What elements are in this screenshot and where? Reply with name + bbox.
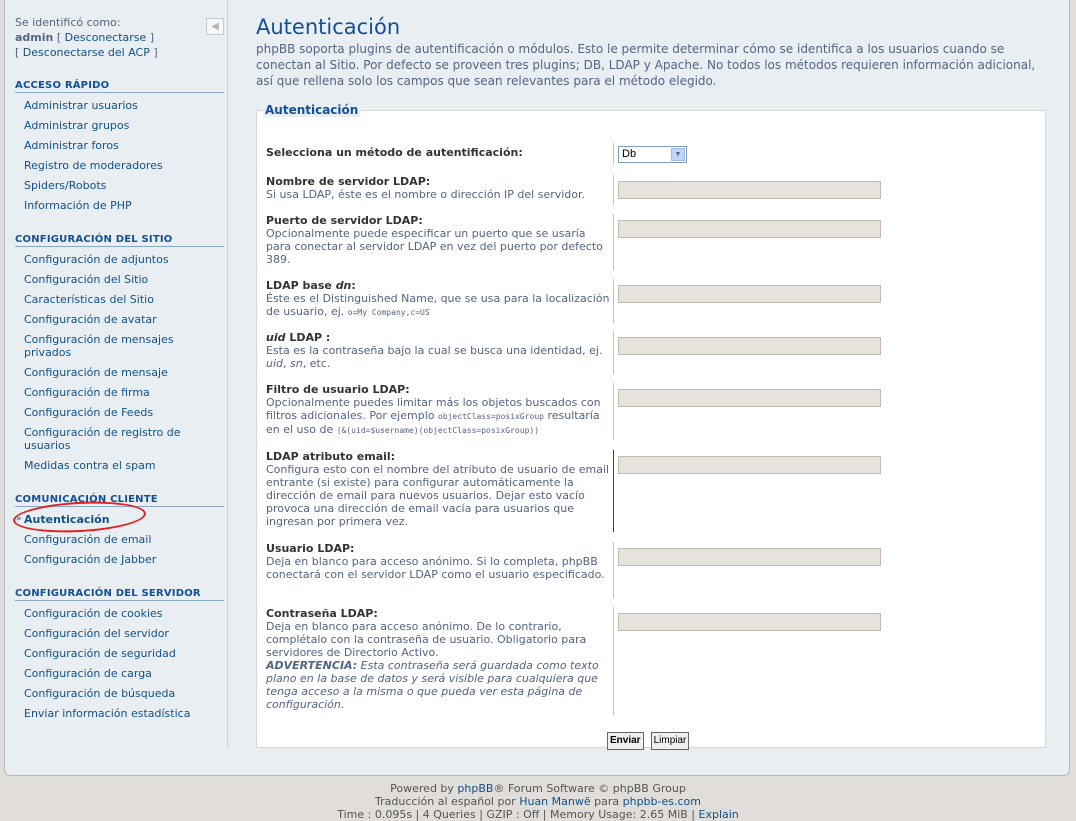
menu-link[interactable]: Configuración de cookies: [24, 607, 163, 620]
menu-item: [15, 386, 224, 399]
ldap-email-explain: Configura esto con el nombre del atributo de usuario de email entrante (si existe) para configurar automáticamente la dirección de email para nuevos usuarios. Dejar esto vacío provoca una dirección de email vacía para usuarios que ingresan por primera vez.: [266, 463, 610, 528]
menu-link[interactable]: Medidas contra el spam: [24, 459, 156, 472]
ldap-server-explain: Si usa LDAP, éste es el nombre o dirección IP del servidor.: [266, 188, 586, 201]
page-footer: [0, 782, 1076, 821]
row-ldap-base: [266, 279, 1036, 323]
menu-item: [15, 647, 224, 660]
menu-link[interactable]: Spiders/Robots: [24, 179, 107, 192]
row-ldap-uid: [266, 331, 1036, 374]
logout-link[interactable]: Desconectarse: [64, 31, 147, 44]
row-divider: [613, 143, 614, 165]
row-ldap-email: [266, 450, 1036, 532]
form-buttons: [607, 728, 696, 750]
menu-link[interactable]: Configuración de seguridad: [24, 647, 176, 660]
ldap-filter-explain-b: resultaría en el uso de: [266, 409, 600, 436]
menu-group-quick-access: [15, 80, 224, 219]
row-divider: [613, 542, 614, 598]
menu-group-title: COMUNICACIÓN CLIENTE: [15, 494, 224, 507]
submit-button[interactable]: Enviar: [607, 732, 644, 750]
ldap-port-label: Puerto de servidor LDAP:: [266, 214, 423, 227]
ldap-filter-explain-a: Opcionalmente puedes limitar más los objetos buscados con filtros adicionales. Por ejemplo: [266, 396, 601, 422]
collapse-arrow-icon: ◀: [211, 21, 219, 32]
menu-link[interactable]: Administrar grupos: [24, 119, 130, 132]
menu-link[interactable]: Configuración de email: [24, 533, 152, 546]
translator-link[interactable]: Huan Manwë: [519, 795, 591, 808]
phpbb-link[interactable]: phpBB: [457, 782, 494, 795]
ldap-password-label: Contraseña LDAP:: [266, 607, 378, 620]
menu-group-title: ACCESO RÁPIDO: [15, 80, 224, 93]
menu-item: [15, 199, 224, 212]
ldap-base-explain-text: Éste es el Distinguished Name, que se usa para la localización de usuario, ej.: [266, 292, 610, 318]
ldap-user-explain: Deja en blanco para acceso anónimo. Si lo completa, phpBB conectará con el servidor LDAP como el usuario especificado.: [266, 555, 605, 581]
row-ldap-password: [266, 607, 1036, 715]
menu-link[interactable]: Administrar foros: [24, 139, 119, 152]
ldap-uid-sep: ,: [283, 357, 291, 370]
ldap-uid-label: [266, 331, 611, 344]
warning-label: ADVERTENCIA:: [266, 659, 358, 672]
ldap-user-input[interactable]: [618, 548, 881, 566]
menu-item: [15, 313, 224, 326]
page-description: phpBB soporta plugins de autentificación o módulos. Esto le permite determinar cómo se identifica a los usuarios cuando se conectan al Sitio. Por defecto se proveen tres plugins; DB, LDAP y Apache. No todos los métodos requieren información adicional, así que rellena solo los campos que sean relevantes para el método elegido.: [256, 42, 1036, 88]
row-divider: [613, 214, 614, 270]
ldap-password-warning: [266, 659, 611, 711]
menu-item: [15, 553, 224, 566]
login-info: Se identificó como: admin [ Desconectarse ] [ Desconectarse del ACP ]: [15, 16, 158, 59]
footer-powered: Powered by: [390, 782, 458, 795]
menu-group-site-config: [15, 234, 224, 479]
menu-link[interactable]: Configuración del Sitio: [24, 273, 149, 286]
menu-item: [15, 667, 224, 680]
ldap-base-label-text: LDAP base: [266, 279, 336, 292]
menu-link[interactable]: Configuración de Jabber: [24, 553, 157, 566]
menu-group-title: CONFIGURACIÓN DEL SITIO: [15, 234, 224, 247]
menu-link[interactable]: Registro de moderadores: [24, 159, 163, 172]
row-ldap-filter: [266, 383, 1036, 440]
ldap-server-label: Nombre de servidor LDAP:: [266, 175, 431, 188]
menu-item: [15, 459, 224, 472]
menu-link[interactable]: Configuración de firma: [24, 386, 150, 399]
menu-group-server-config: [15, 588, 224, 727]
menu-item: [15, 179, 224, 192]
ldap-base-label-colon: :: [351, 279, 356, 292]
collapse-menu-button[interactable]: [206, 18, 224, 35]
ldap-port-explain: Opcionalmente puede especificar un puerto que se usaría para conectar al servidor LDAP en vez del puerto por defecto 389.: [266, 227, 603, 266]
footer-copyright: ® Forum Software © phpBB Group: [493, 782, 686, 795]
ldap-email-label: LDAP atributo email:: [266, 450, 396, 463]
active-bullet-icon: »: [16, 514, 22, 524]
menu-item: [15, 253, 224, 266]
page-title: Autenticación: [256, 15, 401, 39]
menu-link[interactable]: Enviar información estadística: [24, 707, 191, 720]
menu-item: [15, 293, 224, 306]
ldap-port-input[interactable]: [618, 220, 881, 238]
menu-link[interactable]: Configuración de avatar: [24, 313, 157, 326]
menu-item: [15, 426, 224, 452]
row-divider: [613, 175, 614, 205]
menu-item: [15, 273, 224, 286]
ldap-uid-label-text: LDAP :: [285, 331, 331, 344]
ldap-email-input[interactable]: [618, 456, 881, 474]
ldap-uid-explain: [266, 344, 611, 370]
ldap-password-input[interactable]: [618, 613, 881, 631]
menu-link[interactable]: Configuración de carga: [24, 667, 152, 680]
ldap-filter-code1: objectClass=posixGroup: [437, 412, 544, 421]
menu-link[interactable]: Configuración de adjuntos: [24, 253, 169, 266]
footer-for: para: [590, 795, 623, 808]
ldap-base-label-em: dn: [335, 279, 352, 292]
footer-debug: Time : 0.095s | 4 Queries | GZIP : Off | Memory Usage: 2.65 MiB |: [337, 808, 699, 821]
fieldset-legend: Autenticación: [265, 103, 359, 117]
menu-link[interactable]: Configuración de registro de usuarios: [24, 426, 181, 452]
menu-link[interactable]: Configuración de mensaje: [24, 366, 168, 379]
row-auth-method: [266, 143, 1036, 165]
ldap-base-explain: [266, 292, 611, 319]
ldap-base-input[interactable]: [618, 285, 881, 303]
ldap-uid-label-em: uid: [266, 331, 286, 344]
row-divider: [613, 383, 614, 440]
site-link[interactable]: phpbb-es.com: [622, 795, 701, 808]
acp-logout-link[interactable]: Desconectarse del ACP: [22, 46, 150, 59]
ldap-filter-label: Filtro de usuario LDAP:: [266, 383, 410, 396]
ldap-filter-explain: [266, 396, 611, 437]
reset-button[interactable]: Limpiar: [651, 732, 690, 750]
ldap-base-label: [266, 279, 611, 292]
ldap-uid-em2: sn: [290, 357, 303, 370]
auth-method-select[interactable]: [618, 146, 687, 163]
warning-text: Esta contraseña será guardada como texto plano en la base de datos y será visible para cualquiera que tenga acceso a la misma o que pueda ver esta página de configuración.: [266, 659, 599, 711]
sidebar-divider: [227, 0, 228, 748]
dropdown-arrow-icon: ▼: [671, 148, 685, 161]
menu-item: [15, 366, 224, 379]
explain-link[interactable]: Explain: [698, 808, 739, 821]
menu-item: [15, 406, 224, 419]
footer-translation: Traducción al español por: [375, 795, 520, 808]
menu-link[interactable]: Administrar usuarios: [24, 99, 138, 112]
ldap-server-input[interactable]: [618, 181, 881, 199]
row-divider: [613, 331, 614, 374]
menu-group-title: CONFIGURACIÓN DEL SERVIDOR: [15, 588, 224, 601]
row-divider: [613, 607, 614, 715]
ldap-uid-em1: uid: [266, 357, 284, 370]
row-ldap-user: [266, 542, 1036, 598]
ldap-uid-input[interactable]: [618, 337, 881, 355]
auth-fieldset: [256, 103, 1046, 748]
menu-item: [15, 139, 224, 152]
ldap-password-explain: Deja en blanco para acceso anónimo. De lo contrario, complétalo con la contraseña de usuario. Obligatorio para servidores de Directorio Activo.: [266, 620, 587, 659]
ldap-uid-explain-a: Esta es la contraseña bajo la cual se busca una identidad, ej.: [266, 344, 603, 357]
acp-frame: [4, 0, 1070, 776]
sidebar: [5, 0, 229, 774]
ldap-filter-code2: (&(uid=$username)(objectClass=posixGroup)): [336, 426, 540, 435]
ldap-uid-explain-b: , etc.: [302, 357, 331, 370]
menu-item: [15, 707, 224, 720]
ldap-user-label: Usuario LDAP:: [266, 542, 355, 555]
menu-item: [15, 99, 224, 112]
login-label: Se identificó como:: [15, 16, 121, 29]
menu-link[interactable]: Configuración de búsqueda: [24, 687, 176, 700]
menu-item: [15, 159, 224, 172]
menu-link[interactable]: Configuración de mensajes privados: [24, 333, 174, 359]
menu-link-authentication[interactable]: Autenticación: [24, 513, 110, 526]
ldap-filter-input[interactable]: [618, 389, 881, 407]
menu-item: [15, 533, 224, 546]
menu-item: [15, 627, 224, 640]
menu-item: [15, 687, 224, 700]
auth-method-label: Selecciona un método de autentificación:: [266, 146, 523, 159]
row-ldap-port: [266, 214, 1036, 270]
menu-link[interactable]: Características del Sitio: [24, 293, 154, 306]
row-ldap-server: [266, 175, 1036, 205]
menu-link[interactable]: Configuración de Feeds: [24, 406, 154, 419]
menu-item: [15, 119, 224, 132]
username: admin: [15, 31, 54, 44]
menu-link[interactable]: Configuración del servidor: [24, 627, 169, 640]
menu-item: [15, 333, 224, 359]
menu-link[interactable]: Información de PHP: [24, 199, 132, 212]
ldap-base-example-code: o=My Company,c=US: [347, 308, 430, 317]
row-divider: [613, 450, 614, 532]
menu-item: [15, 607, 224, 620]
row-divider: [613, 279, 614, 323]
auth-method-value: Db: [622, 148, 637, 160]
